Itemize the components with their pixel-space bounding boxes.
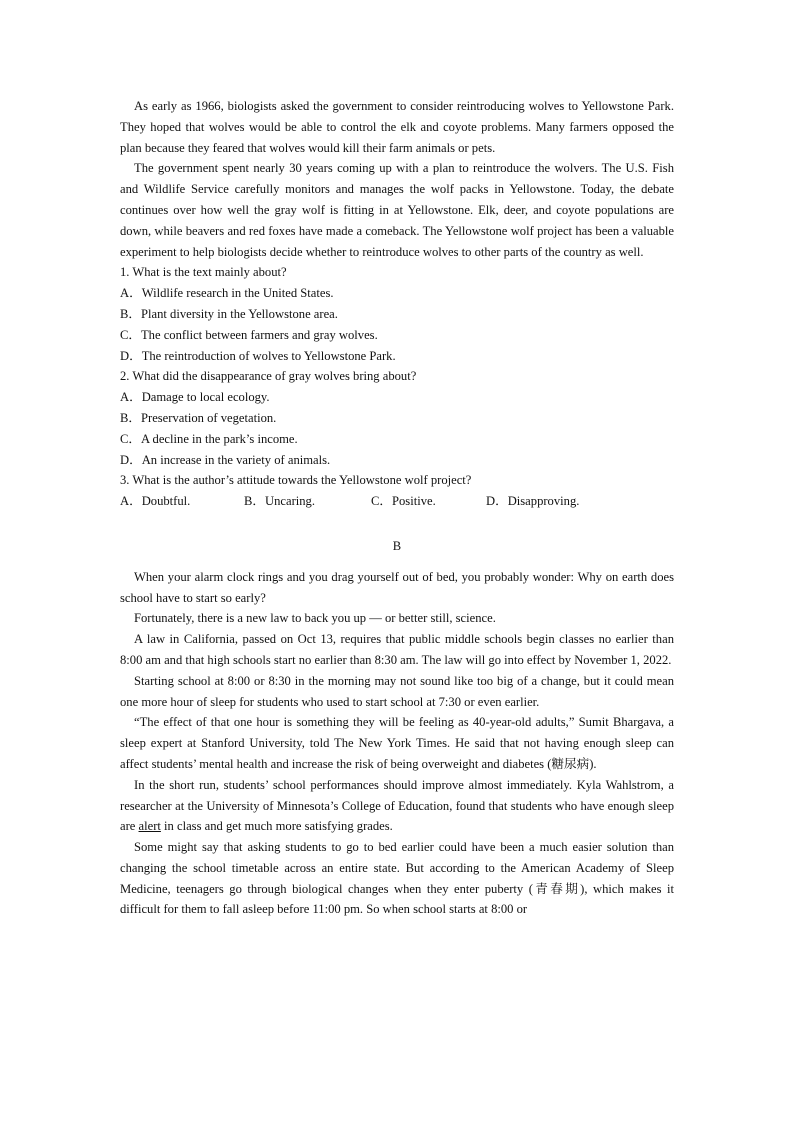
passage-b-paragraph-2: Fortunately, there is a new law to back you up — or better still, science. xyxy=(134,611,496,626)
option-a: A．Wildlife research in the United States. xyxy=(120,286,334,301)
option-d: D．Disapproving. xyxy=(486,494,580,509)
question-2 xyxy=(120,366,674,470)
passage-a-paragraph-2: The government spent nearly 30 years coming up with a plan to reintroduce the wolvers. The U.S. Fish and Wildlife Service carefully monitors and manages the wolf packs in Yellowstone. Today, the debate continues over how well the gray wolf is fitting in at Yellowstone. Elk, deer, and coyote populations are down, while beavers and red foxes have made a comeback. The Yellowstone wolf project has been a valuable experiment to help biologists decide whether to reintroduce wolves to other parts of the country as well. xyxy=(120,161,674,259)
option-d: D．The reintroduction of wolves to Yellowstone Park. xyxy=(120,348,396,363)
passage-a-paragraph-1: As early as 1966, biologists asked the government to consider reintroducing wolves to Yellowstone Park. They hoped that wolves would be able to control the elk and coyote problems. Many farmers opposed the plan because they feared that wolves would kill their farm animals or pets. xyxy=(120,99,674,155)
question-stem: 1. What is the text mainly about? xyxy=(120,265,287,280)
document-page xyxy=(120,96,674,920)
option-c: C．The conflict between farmers and gray wolves. xyxy=(120,327,378,342)
option-a: A．Doubtful. xyxy=(120,494,191,509)
option-d: D．An increase in the variety of animals. xyxy=(120,452,331,467)
passage-b-paragraph-7: Some might say that asking students to go to bed earlier could have been a much easier solution than changing the school timetable across an entire state. But according to the American Academy of Sleep Medicine, teenagers go through biological changes when they enter puberty (青春期), which makes it difficult for them to fall asleep before 11:00 pm. So when school starts at 8:00 or xyxy=(120,840,674,917)
section-title: B xyxy=(392,538,402,553)
passage-b-paragraph-5: “The effect of that one hour is something they will be feeling as 40-year-old adults,” Sumit Bhargava, a sleep expert at Stanford University, told The New York Times. He said that not having enough sleep can affect students’ mental health and increase the risk of being overweight and diabetes (糖尿病). xyxy=(120,715,674,771)
option-b: B．Uncaring. xyxy=(244,494,315,509)
option-b: B．Preservation of vegetation. xyxy=(120,410,277,425)
passage-b-paragraph-6 xyxy=(120,775,674,837)
question-3 xyxy=(120,470,674,512)
option-row xyxy=(120,491,674,512)
option-a: A．Damage to local ecology. xyxy=(120,390,270,405)
paragraph-text: In the short run, students’ school performances should improve almost immediately. Kyla Wahlstrom, a researcher at the University of Minnesota’s College of Education, found that students who have enough sleep are xyxy=(120,777,674,834)
passage-b-paragraph-4: Starting school at 8:00 or 8:30 in the morning may not sound like too big of a change, but it could mean one more hour of sleep for students who used to start school at 7:30 or even earlier. xyxy=(120,673,674,709)
question-1 xyxy=(120,262,674,366)
option-c: C．Positive. xyxy=(371,494,436,509)
passage-b-paragraph-1: When your alarm clock rings and you drag yourself out of bed, you probably wonder: Why on earth does school have to start so early? xyxy=(120,569,674,605)
passage-b-paragraph-3: A law in California, passed on Oct 13, requires that public middle schools begin classes no earlier than 8:00 am and that high schools start no earlier than 8:30 am. The law will go into effect by November 1, 2022. xyxy=(120,632,674,667)
option-c: C．A decline in the park’s income. xyxy=(120,431,298,446)
question-stem: 3. What is the author’s attitude towards the Yellowstone wolf project? xyxy=(120,473,472,488)
underlined-word: alert xyxy=(138,819,161,834)
question-stem: 2. What did the disappearance of gray wolves bring about? xyxy=(120,369,417,384)
paragraph-text: in class and get much more satisfying grades. xyxy=(160,819,393,834)
option-b: B．Plant diversity in the Yellowstone area. xyxy=(120,306,338,321)
